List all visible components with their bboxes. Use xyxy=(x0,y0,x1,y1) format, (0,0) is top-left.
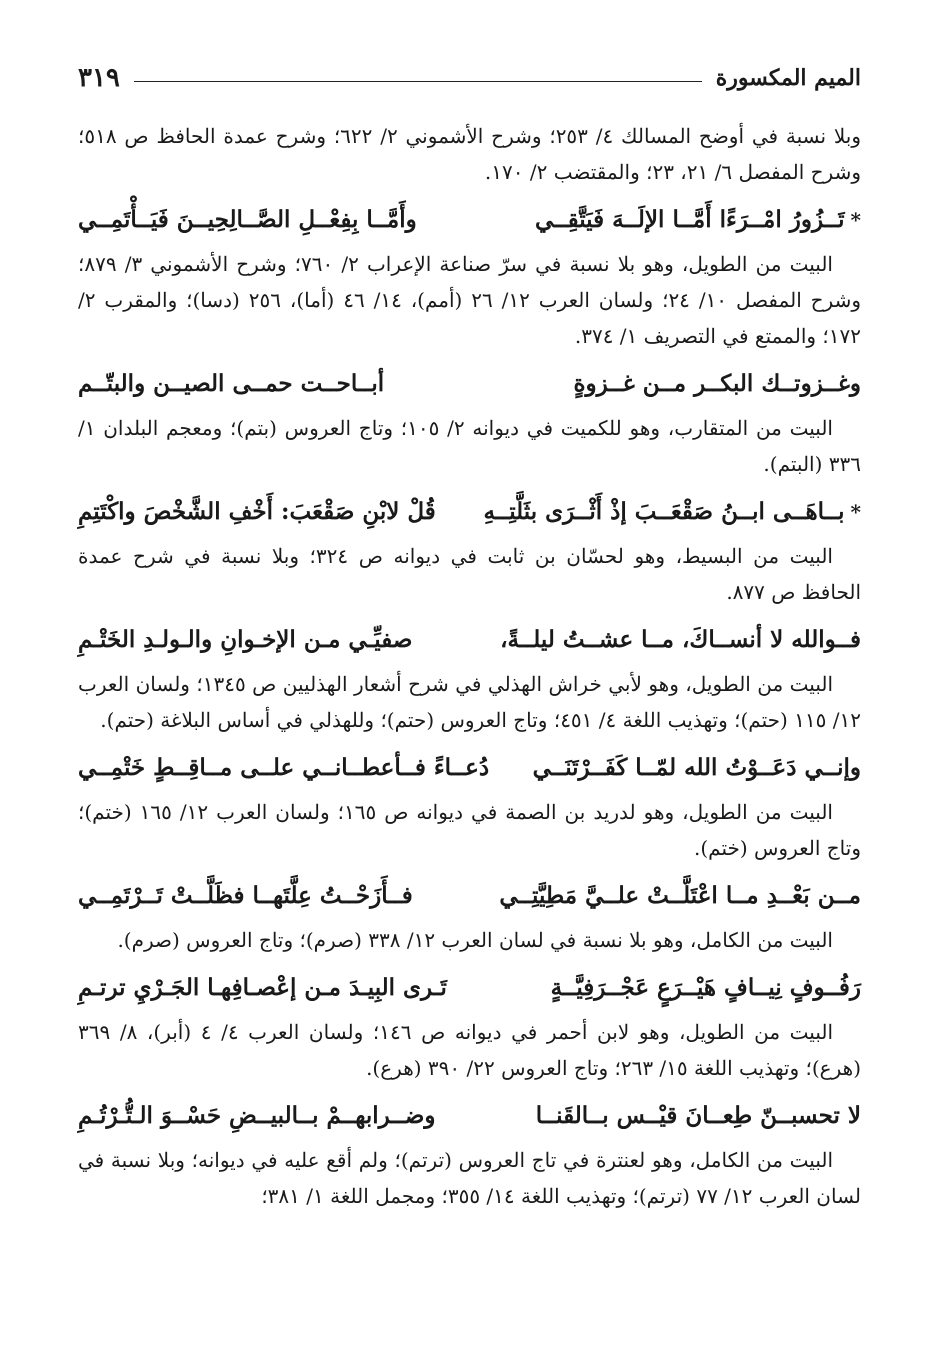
page-header xyxy=(78,58,861,98)
verse-second-hemistich: وأَمَّــا بِفِعْــلِ الصَّــالِحِيــنَ فَيَــأْتَمِــي xyxy=(78,206,417,233)
verse-first-hemistich xyxy=(499,876,861,916)
verse-second-hemistich: دُعــاءً فــأعطــانــي علــى مــاقِــطٍ خَتْمِــي xyxy=(78,754,490,781)
header-rule xyxy=(134,81,702,82)
verse-second-hemistich: أبــاحــت حمــى الصيــن والبتّــم xyxy=(78,370,385,397)
verse-marker: * xyxy=(850,208,861,232)
verse-second-hemistich: قُلْ لابْنِ صَقْعَبَ: أَخْفِ الشَّخْصَ واكْتَتِمِ xyxy=(78,498,436,525)
verse-line xyxy=(78,876,861,916)
verse-first-hemistich xyxy=(533,748,861,788)
hemistich-text: فــوالله لا أنســاكَ، مــا عشــتُ ليلــةً، xyxy=(500,626,861,653)
source-note: البيت من الطويل، وهو لأبي خراش الهذلي في شرح أشعار الهذليين ص ١٣٤٥؛ ولسان العرب ١٢/ ١١٥ (حتم)؛ وتهذيب اللغة ٤/ ٤٥١؛ وتاج العروس (حتم)؛ وللهذلي في أساس البلاغة (حتم). xyxy=(78,672,861,732)
verse-line xyxy=(78,620,861,660)
verse-line xyxy=(78,200,861,240)
hemistich-text: لا تحسبــنّ طِعــانَ قيْــس بــالقَنــا xyxy=(535,1102,861,1129)
hemistich-text: مــن بَعْــدِ مــا اعْتَلَّــتْ علــيَّ مَطِيَّتِــي xyxy=(499,882,861,909)
verse-line xyxy=(78,748,861,788)
verse-first-hemistich xyxy=(535,200,861,240)
hemistich-text: وإنــي دَعَــوْتُ الله لمّــا كَفَــرْتَنَــي xyxy=(532,754,861,781)
hemistich-text: بــاهَــى ابــنُ صَقْعَــبَ إذْ أَثْــرَى بثَلَّتِــهِ xyxy=(483,498,845,525)
source-note: البيت من الطويل، وهو لابن أحمر في ديوانه ص ١٤٦؛ ولسان العرب ٤/ ٤ (أبر)، ٨/ ٣٦٩ (هرع)؛ وتهذيب اللغة ١٥/ ٢٦٣؛ وتاج العروس ٢٢/ ٣٩٠ (هرع). xyxy=(78,1020,861,1080)
verse-second-hemistich: وضــرابهــمْ بــالبيــضِ حَسْــوَ الـتُّـرْتُـمِ xyxy=(78,1102,436,1129)
verse-second-hemistich: فــأَزَحْــتُ عِلَّتَهــا فظَلَّــتْ تَــرْتَمِــي xyxy=(78,882,413,909)
source-note: البيت من الطويل، وهو لدريد بن الصمة في ديوانه ص ١٦٥؛ ولسان العرب ١٢/ ١٦٥ (ختم)؛ وتاج العروس (ختم). xyxy=(78,800,861,860)
verse-first-hemistich xyxy=(500,620,861,660)
source-note: البيت من المتقارب، وهو للكميت في ديوانه ٢/ ١٠٥؛ وتاج العروس (بتم)؛ ومعجم البلدان ١/ ٣٣٦ (البتم). xyxy=(78,416,861,476)
source-note: وبلا نسبة في أوضح المسالك ٤/ ٢٥٣؛ وشرح الأشموني ٢/ ٦٢٢؛ وشرح عمدة الحافظ ص ٥١٨؛ وشرح المفصل ٦/ ٢١، ٢٣؛ والمقتضب ٢/ ١٧٠. xyxy=(78,124,861,184)
verse-first-hemistich xyxy=(483,492,861,532)
hemistich-text: رَفُــوفٍ نِيــافٍ هَيْــرَعٍ عَجْــرَفِيَّــةٍ xyxy=(550,974,861,1001)
section-title: الميم المكسورة xyxy=(715,65,861,91)
verse-line xyxy=(78,968,861,1008)
source-note: البيت من الكامل، وهو لعنترة في تاج العروس (ترتم)؛ ولم أقع عليه في ديوانه؛ وبلا نسبة في لسان العرب ١٢/ ٧٧ (ترتم)؛ وتهذيب اللغة ١٤/ ٣٥٥؛ ومجمل اللغة ١/ ٣٨١؛ xyxy=(78,1148,861,1208)
verse-first-hemistich xyxy=(536,1096,861,1136)
verse-second-hemistich: تَـرى البِيـدَ مـن إعْصـافِهـا الجَـرْيِ ترتـمِ xyxy=(78,974,447,1001)
source-note: البيت من الطويل، وهو بلا نسبة في سرّ صناعة الإعراب ٢/ ٧٦٠؛ وشرح الأشموني ٣/ ٨٧٩؛ وشرح المفصل ١٠/ ٢٤؛ ولسان العرب ١٢/ ٢٦ (أمم)، ١٤/ ٤٦ (أما)، ٢٥٦ (دسا)؛ والمقرب ٢/ ١٧٢؛ والممتع في التصريف ١/ ٣٧٤. xyxy=(78,252,862,348)
verse-line xyxy=(78,492,861,532)
verse-marker: * xyxy=(850,500,861,524)
page-number: ٣١٩ xyxy=(78,63,120,93)
hemistich-text: تَــزُورُ امْــرَءًا أَمَّــا الإلَــهَ فَيَتَّقِــي xyxy=(534,206,845,233)
source-note: البيت من البسيط، وهو لحسّان بن ثابت في ديوانه ص ٣٢٤؛ وبلا نسبة في شرح عمدة الحافظ ص ٨٧٧. xyxy=(78,544,861,604)
hemistich-text: وغــزوتــك البكــر مــن غــزوةٍ xyxy=(573,370,861,397)
page-content xyxy=(78,118,861,1346)
verse-first-hemistich xyxy=(573,364,861,404)
source-note: البيت من الكامل، وهو بلا نسبة في لسان العرب ١٢/ ٣٣٨ (صرم)؛ وتاج العروس (صرم). xyxy=(117,928,833,952)
verse-second-hemistich: صفيِّـي مـن الإخـوانِ والـولـدِ الخَتْـمِ xyxy=(78,626,413,653)
verse-first-hemistich xyxy=(551,968,861,1008)
verse-line xyxy=(78,1096,861,1136)
verse-line xyxy=(78,364,861,404)
